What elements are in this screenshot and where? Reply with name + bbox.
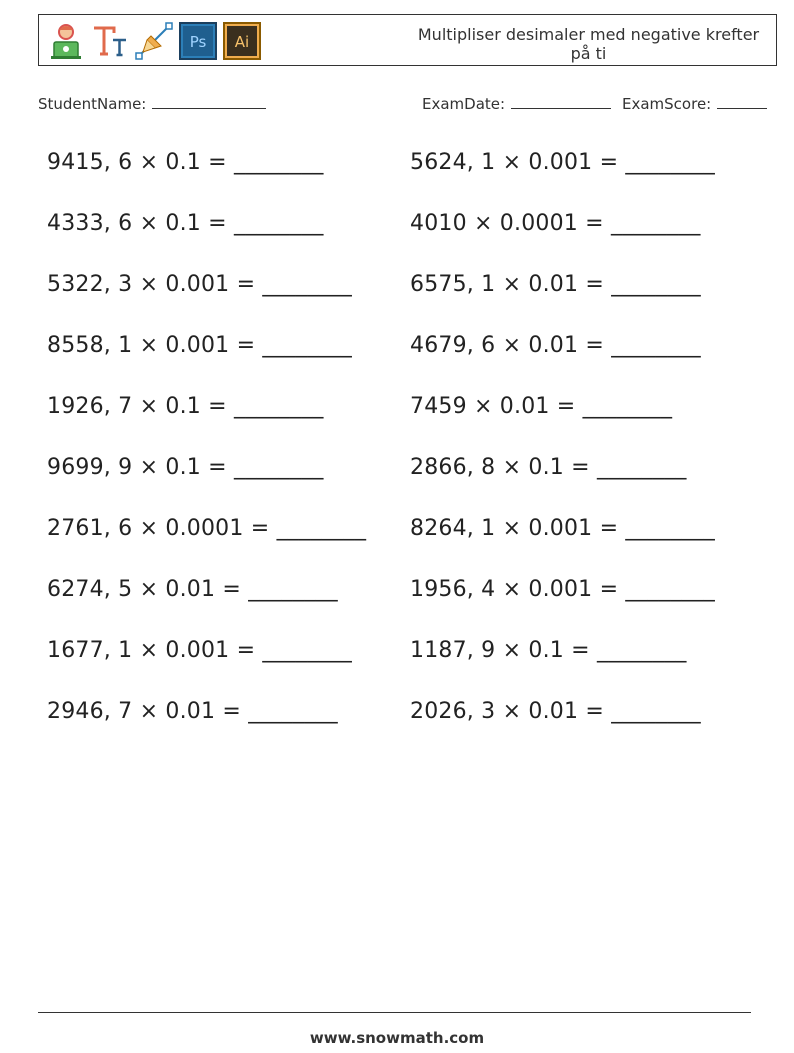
problem-right-5: 7459 × 0.01 = ________ xyxy=(410,394,673,419)
problem-left-1: 9415, 6 × 0.1 = ________ xyxy=(47,150,324,175)
exam-score-blank[interactable] xyxy=(717,94,767,109)
exam-date-field xyxy=(422,94,611,113)
footer-divider xyxy=(38,1012,751,1013)
student-name-blank[interactable] xyxy=(152,94,266,109)
problem-right-6: 2866, 8 × 0.1 = ________ xyxy=(410,455,687,480)
problem-right-1: 5624, 1 × 0.001 = ________ xyxy=(410,150,715,175)
icon-strip xyxy=(47,21,261,61)
problem-left-3: 5322, 3 × 0.001 = ________ xyxy=(47,272,352,297)
problem-left-7: 2761, 6 × 0.0001 = ________ xyxy=(47,516,367,541)
student-icon xyxy=(47,22,85,60)
problem-left-10: 2946, 7 × 0.01 = ________ xyxy=(47,699,338,724)
worksheet-header xyxy=(38,14,777,66)
exam-score-label: ExamScore: xyxy=(622,95,712,113)
problem-right-9: 1187, 9 × 0.1 = ________ xyxy=(410,638,687,663)
text-tool-icon xyxy=(91,22,129,60)
problem-right-2: 4010 × 0.0001 = ________ xyxy=(410,211,701,236)
problem-right-8: 1956, 4 × 0.001 = ________ xyxy=(410,577,715,602)
problem-left-9: 1677, 1 × 0.001 = ________ xyxy=(47,638,352,663)
problem-right-7: 8264, 1 × 0.001 = ________ xyxy=(410,516,715,541)
photoshop-icon xyxy=(179,22,217,60)
problem-right-4: 4679, 6 × 0.01 = ________ xyxy=(410,333,701,358)
svg-text:Ps: Ps xyxy=(189,33,207,51)
problem-left-4: 8558, 1 × 0.001 = ________ xyxy=(47,333,352,358)
problem-right-3: 6575, 1 × 0.01 = ________ xyxy=(410,272,701,297)
student-name-label: StudentName: xyxy=(38,95,147,113)
problem-left-8: 6274, 5 × 0.01 = ________ xyxy=(47,577,338,602)
pen-tool-icon xyxy=(135,22,173,60)
exam-score-field xyxy=(622,94,767,113)
svg-text:Ai: Ai xyxy=(234,33,250,51)
problem-right-10: 2026, 3 × 0.01 = ________ xyxy=(410,699,701,724)
problem-left-2: 4333, 6 × 0.1 = ________ xyxy=(47,211,324,236)
illustrator-icon xyxy=(223,22,261,60)
exam-date-blank[interactable] xyxy=(511,94,611,109)
problem-left-6: 9699, 9 × 0.1 = ________ xyxy=(47,455,324,480)
problem-left-5: 1926, 7 × 0.1 = ________ xyxy=(47,394,324,419)
footer-website[interactable]: www.snowmath.com xyxy=(309,1029,485,1047)
worksheet-title: Multipliser desimaler med negative krefter på ti xyxy=(417,25,760,63)
exam-date-label: ExamDate: xyxy=(422,95,506,113)
student-name-field xyxy=(38,94,266,113)
